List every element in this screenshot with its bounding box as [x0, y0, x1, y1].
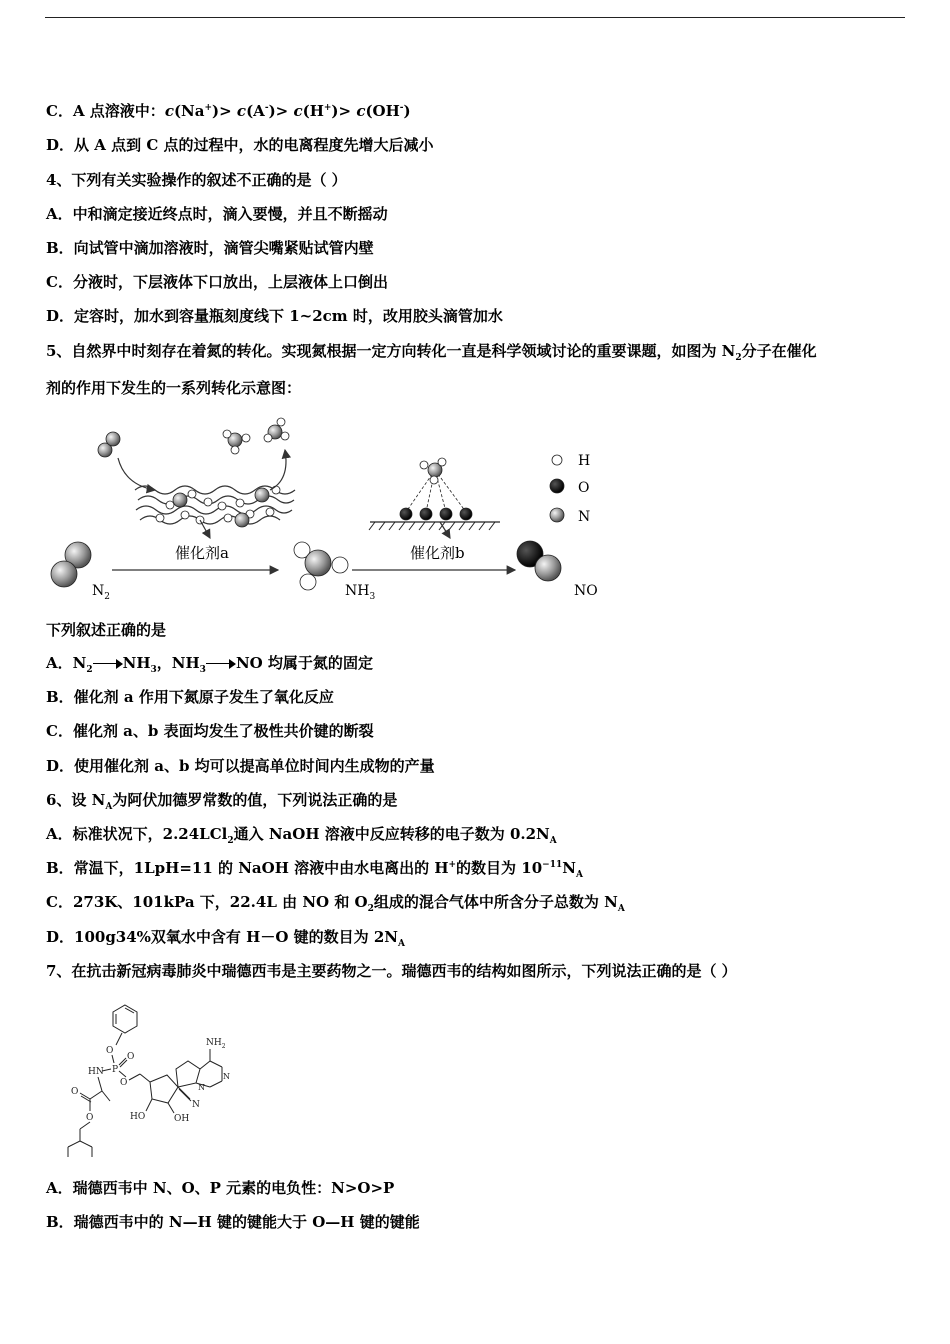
option-7a: A．瑞德西韦中 N、O、P 元素的电负性：N>O>P	[46, 1179, 395, 1197]
catalyst-b-pointer	[440, 522, 450, 538]
atom-o: O	[127, 1052, 135, 1062]
nh3-molecule	[294, 542, 348, 590]
n2-molecule-small	[98, 432, 120, 457]
atom-n: N	[192, 1100, 200, 1110]
nh3-molecules-small	[223, 418, 289, 454]
n2-molecule	[51, 542, 91, 587]
nitrogen-conversion-figure	[40, 410, 620, 610]
atom-ho: HO	[130, 1112, 146, 1122]
question-5-stem: 下列叙述正确的是	[46, 621, 167, 639]
atom-oh: OH	[174, 1114, 190, 1124]
arrow-icon	[206, 659, 236, 669]
question-5: 5、自然界中时刻存在着氮的转化。实现氮根据一定方向转化一直是科学领域讨论的重要课题，如图为 $N_2$分子在催化	[46, 342, 817, 363]
option-6c: C．273K、101kPa 下，22.4L 由 NO 和 $O_2$组成的混合气体中所含分子总数为 $N_A$	[46, 893, 625, 914]
option-5a: A．$N_2$ $NH_3$，$NH_3$ NO 均属于氮的固定	[46, 654, 373, 675]
atom-hn: HN	[88, 1067, 104, 1077]
question-6: 6、设 $N_A$为阿伏加德罗常数的值，下列说法正确的是	[46, 791, 398, 812]
option-6b: B．常温下，1LpH=11 的 NaOH 溶液中由水电离出的 H+的数目为 $10^{-11}N_A$	[46, 859, 583, 880]
question-7: 7、在抗击新冠病毒肺炎中瑞德西韦是主要药物之一。瑞德西韦的结构如图所示，下列说法正确的是（ ）	[46, 962, 737, 980]
legend	[550, 455, 564, 522]
option-6d: D．100g34%双氧水中含有 H－O 键的数目为 $2N_A$	[46, 928, 405, 949]
atom-o: O	[106, 1046, 114, 1056]
atom-o: O	[120, 1078, 128, 1088]
option-5c: C．催化剂 a、b 表面均发生了极性共价键的断裂	[46, 722, 374, 740]
legend-o: O	[578, 480, 590, 496]
curved-arrow-out	[270, 450, 286, 490]
option-4a: A．中和滴定接近终点时，滴入要慢，并且不断摇动	[46, 205, 388, 223]
atom-p: P	[112, 1065, 119, 1075]
option-4d: D．定容时，加水到容量瓶刻度线下 1~2cm 时，改用胶头滴管加水	[46, 307, 503, 325]
option-5d: D．使用催化剂 a、b 均可以提高单位时间内生成物的产量	[46, 757, 435, 775]
option-4c: C．分液时，下层液体下口放出，上层液体上口倒出	[46, 273, 388, 291]
atom-o: O	[71, 1087, 79, 1097]
no-molecule	[517, 541, 561, 581]
catalyst-a-label: 催化剂a	[175, 544, 229, 562]
catalyst-b-surface	[369, 458, 500, 530]
curved-arrow-in	[118, 458, 155, 490]
option-4b: B．向试管中滴加溶液时，滴管尖嘴紧贴试管内壁	[46, 239, 374, 257]
nh3-label: $NH_3$	[345, 583, 376, 602]
arrow-icon	[93, 659, 123, 669]
option-7b: B．瑞德西韦中的 N—H 键的键能大于 O—H 键的键能	[46, 1213, 420, 1231]
no-label: NO	[574, 583, 598, 599]
option-3c: C．A 点溶液中：c(Na+)> c(A-)> c(H+)> c(OH-)	[46, 102, 411, 120]
remdesivir-structure	[50, 995, 250, 1165]
option-3d: D．从 A 点到 C 点的过程中，水的电离程度先增大后减小	[46, 136, 434, 154]
option-5b: B．催化剂 a 作用下氮原子发生了氧化反应	[46, 688, 334, 706]
legend-n: N	[578, 509, 591, 525]
option-6a: A．标准状况下，2.24LCl$_2$通入 NaOH 溶液中反应转移的电子数为 $0.2N_A$	[46, 825, 557, 846]
header-rule	[45, 17, 905, 18]
question-5-cont: 剂的作用下发生的一系列转化示意图：	[46, 379, 302, 397]
atom-n: N	[198, 1083, 205, 1092]
n2-label: $N_2$	[92, 583, 110, 602]
atom-nh2: $NH_2$	[206, 1038, 226, 1050]
atom-n: N	[223, 1072, 230, 1081]
catalyst-b-label: 催化剂b	[410, 544, 465, 562]
atom-o: O	[86, 1113, 94, 1123]
question-4: 4、下列有关实验操作的叙述不正确的是（ ）	[46, 171, 347, 189]
legend-h: H	[578, 453, 591, 469]
